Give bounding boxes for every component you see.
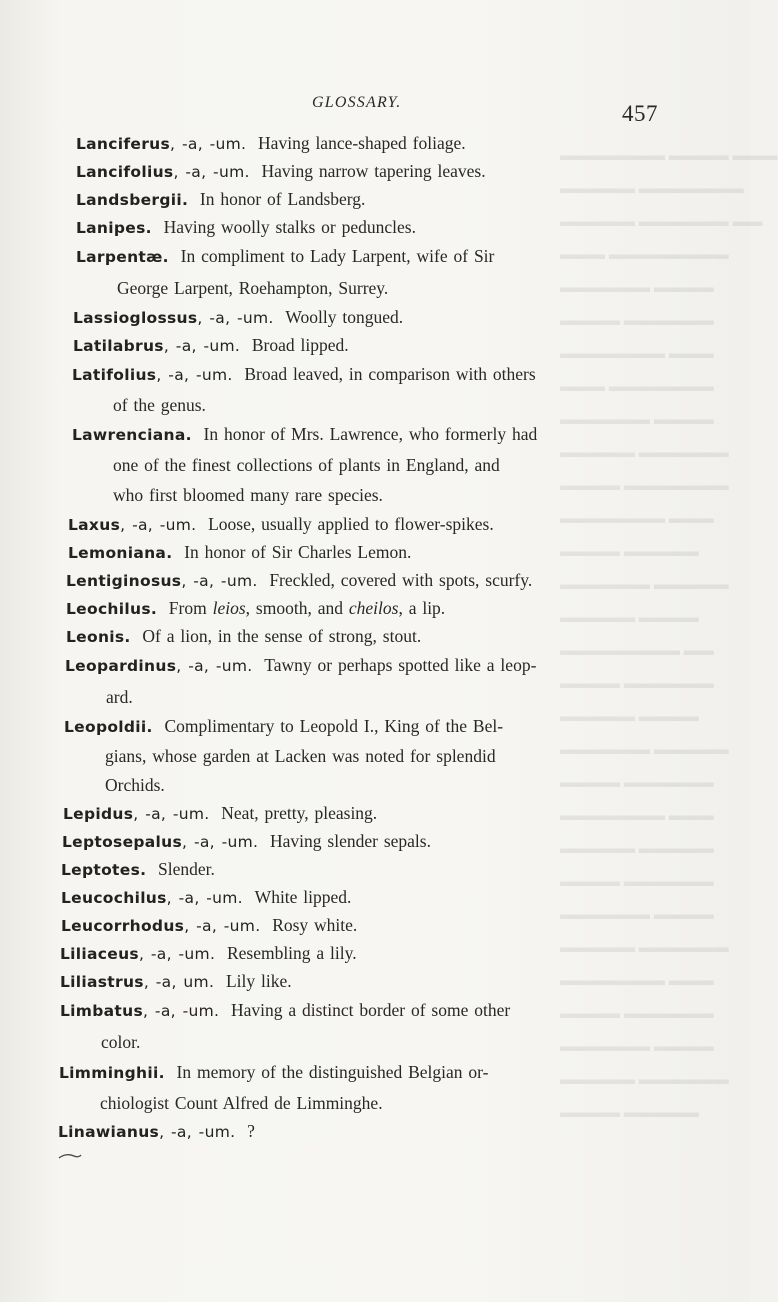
entry-headword: Lanciferus xyxy=(76,135,171,153)
entry-first-line xyxy=(59,1062,488,1082)
entry-inflection: , -a, -um. xyxy=(133,805,210,823)
entry-continuation-line: of the genus. xyxy=(113,395,206,415)
entry-headword: Laxus xyxy=(68,516,121,534)
entry-inflection: , -a, -um. xyxy=(142,1002,220,1020)
entry-first-line xyxy=(73,335,349,355)
entry-continuation-line: ard. xyxy=(106,687,133,707)
entry-definition: ? xyxy=(247,1121,255,1141)
entry-first-line xyxy=(60,1000,510,1020)
entry-inflection: , -a, -um. xyxy=(159,1123,236,1141)
entry-definition: Broad lipped. xyxy=(251,335,349,355)
entry-first-line xyxy=(61,887,351,907)
entry-headword: Linawianus xyxy=(58,1123,160,1141)
glossary-entry xyxy=(76,129,466,159)
glossary-entry xyxy=(65,650,536,713)
entry-definition: Having woolly stalks or peduncles. xyxy=(163,217,416,237)
entry-headword: Lentiginosus xyxy=(66,572,182,590)
entry-definition: Having lance-shaped foliage. xyxy=(258,133,466,153)
entry-first-line xyxy=(66,598,445,618)
entry-headword: Leochilus. xyxy=(66,600,158,618)
entry-first-line xyxy=(60,943,357,963)
glossary-entry xyxy=(66,594,445,624)
entry-definition: In memory of the distinguished Belgian or- xyxy=(176,1062,489,1082)
entry-inflection: , -a, -um. xyxy=(181,572,258,590)
entry-definition: From leios, smooth, and cheilos, a lip. xyxy=(168,598,446,618)
entry-definition: Freckled, covered with spots, scurfy. xyxy=(269,570,533,590)
entry-headword: Limminghii. xyxy=(59,1064,165,1082)
entry-first-line xyxy=(76,246,494,266)
entry-headword: Latifolius xyxy=(72,366,157,384)
entry-continuation-line: gians, whose garden at Lacken was noted for splendid xyxy=(105,746,496,766)
entry-definition: Having narrow tapering leaves. xyxy=(261,161,486,181)
entry-definition: In honor of Mrs. Lawrence, who formerly had xyxy=(203,424,538,444)
entry-headword: Leptotes. xyxy=(61,861,147,879)
entry-headword: Leonis. xyxy=(66,628,131,646)
entry-first-line xyxy=(76,161,486,181)
entry-headword: Leucorrhodus xyxy=(61,917,185,935)
entry-first-line xyxy=(73,307,403,327)
entry-inflection: , -a, -um. xyxy=(166,889,243,907)
glossary-entry xyxy=(76,185,365,215)
entry-headword: Lancifolius xyxy=(76,163,174,181)
entry-headword: Limbatus xyxy=(60,1002,143,1020)
entry-definition: In honor of Sir Charles Lemon. xyxy=(184,542,412,562)
glossary-entry xyxy=(72,419,537,510)
entry-inflection: , -a, -um. xyxy=(173,163,250,181)
entry-first-line xyxy=(62,831,431,851)
entry-first-line xyxy=(61,915,357,935)
glossary-entry xyxy=(62,827,431,857)
entry-first-line xyxy=(68,514,494,534)
entry-definition: Having slender sepals. xyxy=(270,831,431,851)
glossary-entry xyxy=(60,939,357,969)
entry-first-line xyxy=(65,655,536,675)
entry-definition: Slender. xyxy=(158,859,215,879)
entry-first-line xyxy=(72,364,536,384)
page-number: 457 xyxy=(622,101,658,126)
entry-definition: Woolly tongued. xyxy=(285,307,404,327)
entry-continuation-line: color. xyxy=(101,1032,141,1052)
entry-first-line xyxy=(61,859,215,879)
entry-source-word: cheilos xyxy=(348,598,399,618)
glossary-entry xyxy=(64,712,503,800)
glossary-entry xyxy=(61,855,215,885)
entry-headword: Leopoldii. xyxy=(64,718,153,736)
entry-definition: Loose, usually applied to flower-spikes. xyxy=(208,514,494,534)
entry-headword: Leopardinus xyxy=(65,657,177,675)
glossary-entry xyxy=(59,1057,488,1118)
entry-first-line xyxy=(60,971,292,991)
glossary-entry xyxy=(60,995,510,1058)
entry-inflection: , -a, -um. xyxy=(163,337,241,355)
entry-headword: Larpentæ. xyxy=(76,248,169,266)
glossary-entry xyxy=(63,799,377,829)
glossary-entry xyxy=(61,911,357,941)
glossary-entry xyxy=(76,213,416,243)
entry-headword: Liliaceus xyxy=(60,945,139,963)
entry-first-line xyxy=(66,570,532,590)
glossary-entry xyxy=(68,510,494,540)
entry-definition: Tawny or perhaps spotted like a leop- xyxy=(264,655,537,675)
entry-headword: Lawrenciana. xyxy=(72,426,192,444)
entry-headword: Lepidus xyxy=(63,805,134,823)
entry-definition: Resembling a lily. xyxy=(226,943,357,963)
entry-headword: Lemoniana. xyxy=(68,544,173,562)
entry-definition: Neat, pretty, pleasing. xyxy=(221,803,378,823)
glossary-entry xyxy=(72,359,536,420)
entry-continuation-line: who first bloomed many rare species. xyxy=(113,485,383,505)
entry-inflection: , -a, -um. xyxy=(176,657,253,675)
entry-first-line xyxy=(64,716,503,736)
entry-first-line xyxy=(76,217,416,237)
entry-inflection: , -a, -um. xyxy=(184,917,261,935)
running-head: GLOSSARY. xyxy=(312,94,402,111)
entry-inflection: , -a, -um. xyxy=(182,833,259,851)
pencil-mark-icon xyxy=(58,1152,82,1160)
entry-definition: In honor of Landsberg. xyxy=(199,189,366,209)
glossary-entry xyxy=(58,1117,255,1147)
entry-definition: Complimentary to Leopold I., King of the Bel- xyxy=(164,716,504,736)
show-through-text: ▬▬▬▬▬▬▬ ▬▬▬▬ ▬▬▬ ▬▬▬▬▬ ▬▬▬▬▬▬▬ ▬▬▬▬▬ ▬▬▬▬▬▬ ▬▬ ▬▬▬ ▬▬▬▬▬▬▬▬ ▬▬▬▬▬▬ ▬▬▬▬ ▬▬▬▬ ▬▬▬▬▬▬ ▬▬▬▬▬▬▬ ▬▬▬ ▬▬▬ ▬▬▬▬▬▬▬ ▬▬▬▬▬▬ ▬▬▬▬ ▬▬▬▬▬ ▬▬▬▬▬▬ ▬▬▬▬ ▬▬▬▬▬▬▬ ▬▬▬▬▬▬▬ ▬▬▬ ▬▬▬▬ ▬▬▬▬▬ ▬▬▬▬▬▬ ▬▬▬▬▬ ▬▬▬▬▬ ▬▬▬▬ ▬▬▬▬▬▬▬▬ ▬▬ ▬▬▬▬ ▬▬▬▬▬▬ ▬▬▬▬▬ ▬▬▬▬ ▬▬▬▬▬▬ ▬▬▬▬▬ ▬▬▬▬ ▬▬▬▬▬▬ ▬▬▬▬▬▬▬ ▬▬▬ ▬▬▬▬▬ ▬▬▬▬▬ ▬▬▬▬ ▬▬▬▬▬▬ ▬▬▬▬▬▬ ▬▬▬▬ ▬▬▬▬▬ ▬▬▬▬▬▬ ▬▬▬▬▬▬▬ ▬▬▬ ▬▬▬▬ ▬▬▬▬▬▬ ▬▬▬▬▬▬ ▬▬▬▬ ▬▬▬▬▬ ▬▬▬▬▬▬ ▬▬▬▬ ▬▬▬▬▬ xyxy=(560,148,778,1121)
entry-definition: Of a lion, in the sense of strong, stout. xyxy=(142,626,422,646)
entry-first-line xyxy=(66,626,421,646)
glossary-entry xyxy=(61,883,351,913)
entry-definition: Having a distinct border of some other xyxy=(230,1000,511,1020)
entry-headword: Landsbergii. xyxy=(76,191,189,209)
entry-headword: Leucochilus xyxy=(61,889,167,907)
entry-first-line xyxy=(76,133,466,153)
glossary-entry xyxy=(76,157,486,187)
entry-definition: In compliment to Lady Larpent, wife of Sir xyxy=(180,246,495,266)
entry-continuation-line: George Larpent, Roehampton, Surrey. xyxy=(117,278,389,298)
entry-inflection: , -a, -um. xyxy=(120,516,197,534)
glossary-entry xyxy=(73,331,349,361)
glossary-entry xyxy=(66,566,532,596)
entry-definition: Broad leaved, in comparison with others xyxy=(244,364,536,384)
entry-inflection: , -a, -um. xyxy=(197,309,274,327)
entry-source-word: leios xyxy=(212,598,246,618)
glossary-entry xyxy=(76,241,494,304)
entry-headword: Liliastrus xyxy=(60,973,144,991)
entry-headword: Lanipes. xyxy=(76,219,152,237)
entry-inflection: , -a, -um. xyxy=(170,135,247,153)
entry-headword: Lassioglossus xyxy=(73,309,198,327)
entry-continuation-line: chiologist Count Alfred de Limminghe. xyxy=(100,1093,383,1113)
entry-continuation-line: one of the finest collections of plants in England, and xyxy=(113,455,500,475)
entry-headword: Latilabrus xyxy=(73,337,164,355)
entry-first-line xyxy=(63,803,377,823)
entry-first-line xyxy=(58,1121,255,1141)
entry-definition: Lily like. xyxy=(225,971,292,991)
entry-first-line xyxy=(76,189,365,209)
entry-inflection: , -a, -um. xyxy=(156,366,233,384)
entry-definition: White lipped. xyxy=(254,887,352,907)
glossary-entry xyxy=(66,622,421,652)
entry-inflection: , -a, -um. xyxy=(138,945,216,963)
entry-first-line xyxy=(72,424,537,444)
entry-continuation-line: Orchids. xyxy=(105,775,165,795)
glossary-entry xyxy=(60,967,292,997)
glossary-entry xyxy=(68,538,411,568)
glossary-entry xyxy=(73,303,403,333)
entry-inflection: , -a, um. xyxy=(143,973,215,991)
entry-first-line xyxy=(68,542,411,562)
entry-headword: Leptosepalus xyxy=(62,833,183,851)
entry-definition: Rosy white. xyxy=(272,915,358,935)
